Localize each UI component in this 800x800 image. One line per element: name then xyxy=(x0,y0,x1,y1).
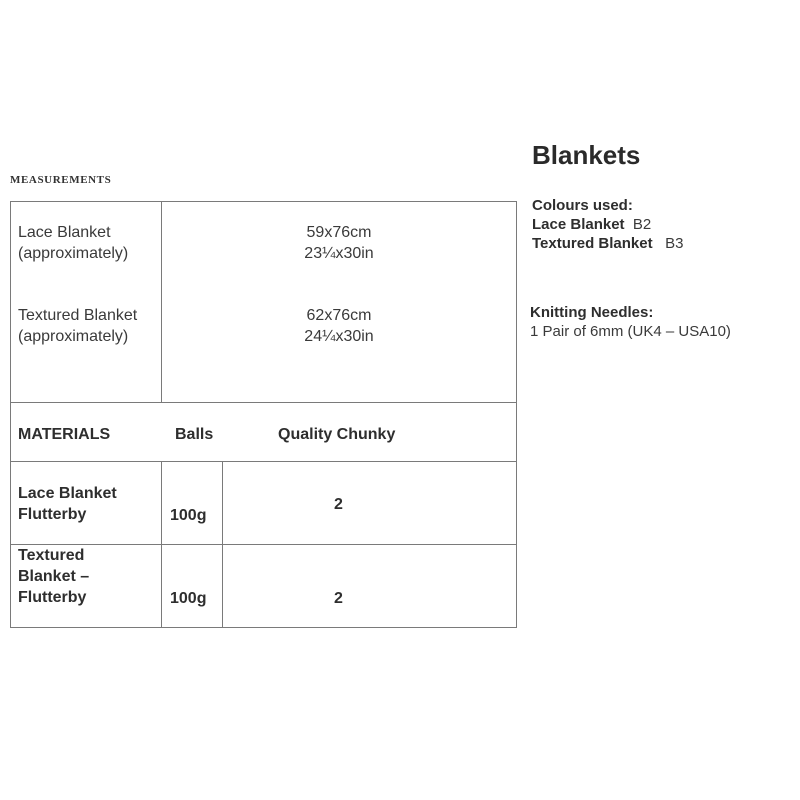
table-border-left xyxy=(10,201,11,628)
page-heading-cut: Blankets xyxy=(532,140,641,168)
material-quantity: 2 xyxy=(334,590,343,607)
materials-divider-2 xyxy=(222,461,223,628)
measurement-label: Textured Blanket (approximately) xyxy=(18,307,138,345)
colours-title: Colours used: xyxy=(532,197,633,214)
material-name: Textured Blanket – Flutterby xyxy=(18,547,90,606)
quality-header: Quality Chunky xyxy=(278,426,396,443)
materials-divider-1 xyxy=(161,461,162,628)
colour-item: Textured Blanket B3 xyxy=(532,235,684,252)
needles-text: 1 Pair of 6mm (UK4 – USA10) xyxy=(530,323,731,340)
materials-header-rule xyxy=(10,461,517,462)
balls-header: Balls xyxy=(175,426,214,443)
table-border-bottom xyxy=(10,627,517,628)
table-border-right xyxy=(516,201,517,628)
table-border-top xyxy=(10,201,517,202)
needles-title: Knitting Needles: xyxy=(530,304,654,321)
measurement-value: 59x76cm 23¼x30in xyxy=(304,224,374,262)
material-weight: 100g xyxy=(170,507,207,524)
colour-item: Lace Blanket B2 xyxy=(532,216,652,233)
material-quantity: 2 xyxy=(334,496,343,513)
measurements-title: MEASUREMENTS xyxy=(10,174,112,186)
colours-section xyxy=(532,196,683,253)
materials-label: MATERIALS xyxy=(18,426,111,443)
needles-section xyxy=(530,303,731,341)
material-weight: 100g xyxy=(170,590,207,607)
measurement-value: 62x76cm 24¼x30in xyxy=(304,307,374,345)
material-name: Lace Blanket Flutterby xyxy=(18,485,117,523)
materials-top-rule xyxy=(10,402,517,403)
measurement-label: Lace Blanket (approximately) xyxy=(18,224,129,262)
